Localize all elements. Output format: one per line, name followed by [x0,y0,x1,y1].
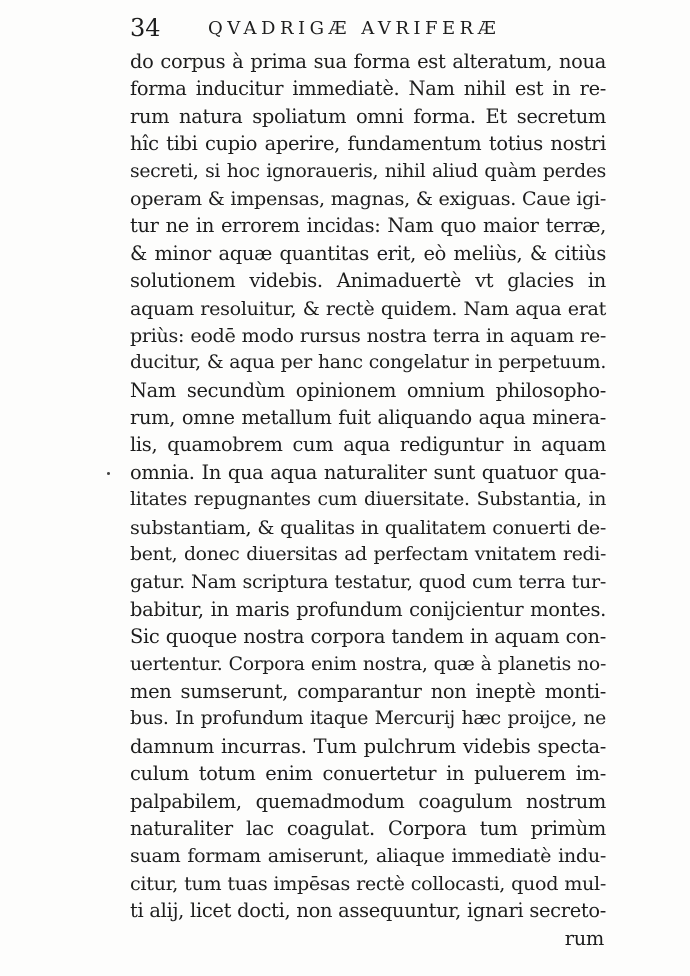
text-line: aquam resoluitur, & rectè quidem. Nam aqua erat [130,296,606,320]
text-line: solutionem videbis. Animaduertè vt glacies in [130,269,606,293]
text-line: litates repugnantes cum diuersitate. Substantia, in [130,489,606,511]
text-line: secreti, si hoc ignoraueris, nihil aliud quàm perdes [130,160,606,182]
text-line: men sumserunt, comparantur non ineptè monti- [130,679,606,703]
text-line: bus. In profundum itaque Mercurij hæc proijce, ne [130,708,606,730]
text-line: uertentur. Corpora enim nostra, quæ à planetis no- [130,653,606,675]
text-line: do corpus à prima sua forma est alteratum, noua [130,50,606,73]
text-line: lis, quamobrem cum aqua rediguntur in aquam [130,433,606,457]
text-line: bent, donec diuersitas ad perfectam vnitatem redi- [130,544,606,566]
page-number: 34 [130,14,161,42]
body-text [130,48,606,952]
text-line: citur, tum tuas impēsas rectè collocasti, quod mul- [130,871,606,895]
text-line: & minor aquæ quantitas erit, eò meliùs, & citiùs [130,241,606,265]
text-line: tur ne in errorem incidas: Nam quo maior terræ, [130,214,606,238]
text-line: palpabilem, quemadmodum coagulum nostrum [130,789,606,813]
page-header [130,12,600,52]
running-head: QVADRIGÆ AVRIFERÆ [208,18,501,39]
text-line: babitur, in maris profundum conijcientur montes. [130,597,606,621]
text-line: Sic quoque nostra corpora tandem in aquam con- [130,625,606,649]
text-line: rum, omne metallum fuit aliquando aqua minera- [130,406,606,430]
text-line: operam & impensas, magnas, & exiguas. Caue igi- [130,186,606,210]
text-line: suam formam amiserunt, aliaque immediatè indu- [130,844,606,868]
catchword: rum [564,926,604,950]
text-line: forma inducitur immediatè. Nam nihil est in re- [130,77,606,101]
text-line: culum totum enim conuertetur in puluerem im- [130,762,606,786]
text-line: naturaliter lac coagulat. Corpora tum primùm [130,816,606,840]
text-line: omnia. In qua aqua naturaliter sunt quatuor qua- [130,460,606,484]
text-line: ti alij, licet docti, non assequuntur, ignari secreto- [130,899,606,923]
margin-mark [107,472,110,475]
text-line: priùs: eodē modo rursus nostra terra in aquam re- [130,323,606,347]
text-line: gatur. Nam scriptura testatur, quod cum terra tur- [130,570,606,594]
text-line: Nam secundùm opinionem omnium philosopho- [130,378,606,402]
text-line: damnum incurras. Tum pulchrum videbis specta- [130,734,606,758]
text-line: ducitur, & aqua per hanc congelatur in perpetuum. [130,352,606,374]
text-line: substantiam, & qualitas in qualitatem conuerti de- [130,515,606,539]
text-line: rum natura spoliatum omni forma. Et secretum [130,104,606,128]
text-line: hîc tibi cupio aperire, fundamentum totius nostri [130,132,606,156]
